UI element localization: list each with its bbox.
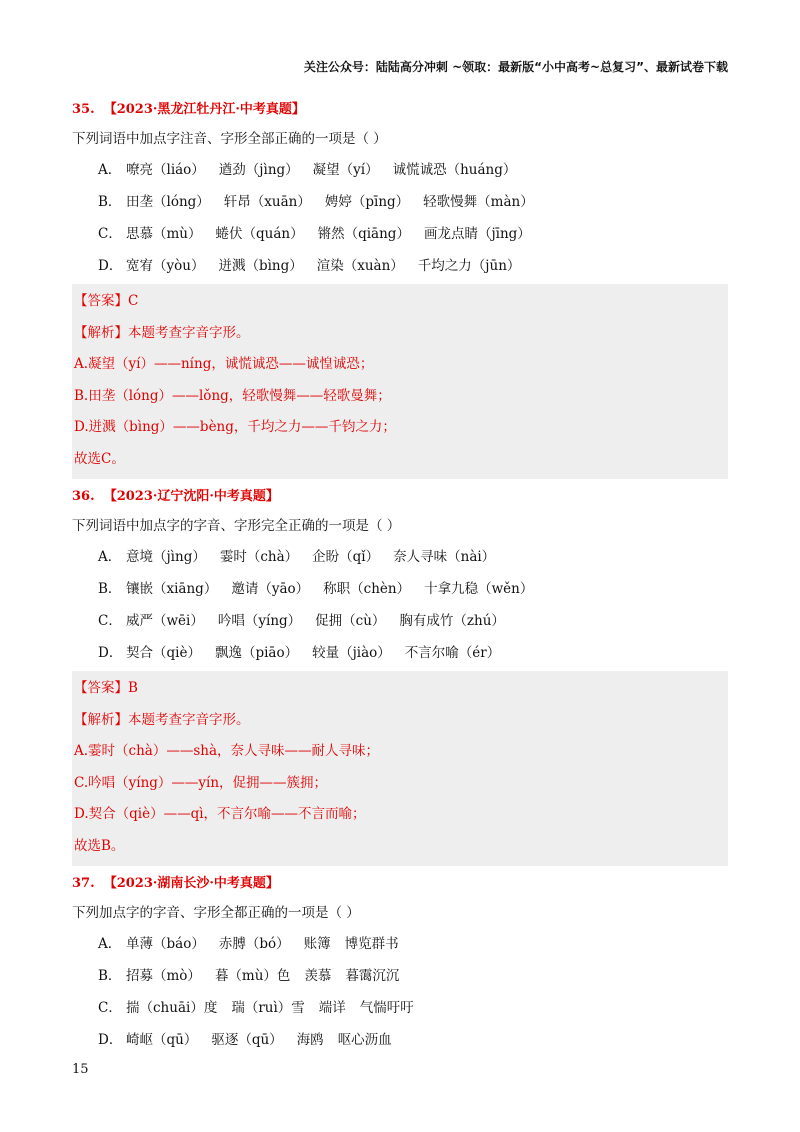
option-letter: A．: [98, 162, 122, 178]
option-item: 企盼（qǐ）: [312, 549, 380, 565]
analysis-conclusion: 故选B。: [74, 837, 125, 854]
option-item: 瑞（ruì）雪: [231, 1000, 305, 1016]
question-35: [72, 96, 728, 479]
option-item: 招募（mò）: [126, 968, 201, 984]
question-source: 【2023·黑龙江牡丹江·中考真题】: [103, 102, 305, 117]
question-36: [72, 483, 728, 866]
analysis-label: 【解析】本题考查字音字形。: [74, 711, 250, 728]
option-item: 渲染（xuàn）: [316, 258, 404, 274]
question-source: 【2023·辽宁沈阳·中考真题】: [103, 489, 279, 504]
analysis-line: C.吟唱（yíng）——yín，促拥——簇拥；: [74, 774, 328, 791]
option-item: 胸有成竹（zhú）: [399, 613, 505, 629]
option-item: 称职（chèn）: [323, 581, 411, 597]
option-item: 端详: [318, 1000, 346, 1016]
option-item: 十拿九稳（wěn）: [424, 581, 534, 597]
analysis-line: D.迸溅（bìng）——bèng，千均之力——千钧之力；: [74, 419, 396, 435]
option-item: 田垄（lóng）: [126, 194, 210, 210]
option-item: 意境（jìng）: [126, 549, 206, 565]
option-letter: C．: [98, 1000, 122, 1016]
option-item: 吟唱（yíng）: [217, 613, 302, 629]
answer-block: [72, 284, 728, 479]
option-item: 海鸥: [296, 1032, 324, 1048]
option-a: [72, 154, 728, 186]
option-item: 促拥（cù）: [315, 613, 386, 629]
answer-block: [72, 671, 728, 866]
answer-label: 【答案】C: [74, 293, 139, 309]
option-item: 宽宥（yòu）: [126, 258, 205, 274]
option-item: 羡慕: [304, 968, 332, 984]
option-letter: C．: [98, 613, 122, 629]
option-b: [72, 960, 728, 992]
option-item: 博览群书: [344, 936, 399, 952]
option-item: 思慕（mù）: [126, 226, 202, 242]
option-item: 迸溅（bìng）: [218, 258, 303, 274]
question-number: 35.: [72, 102, 95, 117]
option-item: 不言尔喻（ér）: [404, 645, 501, 661]
option-a: [72, 928, 728, 960]
option-item: 遒劲（jìng）: [218, 162, 299, 178]
analysis-line: B.田垄（lóng）——lǒng，轻歌慢舞——轻歌曼舞；: [74, 387, 391, 404]
option-c: [72, 218, 728, 250]
option-letter: A．: [98, 549, 122, 565]
option-item: 锵然（qiāng）: [317, 226, 410, 242]
analysis-line: A.凝望（yí）——níng，诚慌诚恐——诚惶诚恐；: [74, 356, 374, 372]
option-item: 蜷伏（quán）: [215, 226, 304, 242]
answer-label: 【答案】B: [74, 680, 138, 696]
option-letter: D．: [98, 258, 123, 274]
option-item: 诚慌诚恐（huáng）: [392, 162, 517, 178]
analysis-line: A.霎时（chà）——shà，奈人寻味——耐人寻味；: [74, 743, 380, 759]
option-letter: A．: [98, 936, 122, 952]
question-stem: 下列加点字的字音、字形全都正确的一项是（ ）: [72, 905, 360, 921]
option-item: 镶嵌（xiāng）: [126, 581, 218, 597]
option-item: 嘹亮（liáo）: [126, 162, 205, 178]
option-item: 气惴吁吁: [359, 1000, 414, 1016]
option-item: 契合（qiè）: [126, 645, 201, 661]
question-number: 36.: [72, 489, 95, 504]
option-item: 邀请（yāo）: [231, 581, 310, 597]
option-letter: D．: [98, 645, 123, 661]
page-content: [72, 96, 728, 1056]
option-d: [72, 1024, 728, 1056]
option-item: 轩昂（xuān）: [223, 194, 311, 210]
question-number: 37.: [72, 876, 95, 891]
option-item: 较量（jiào）: [312, 645, 391, 661]
option-b: [72, 573, 728, 605]
option-a: [72, 541, 728, 573]
option-letter: D．: [98, 1032, 123, 1048]
option-item: 凝望（yí）: [312, 162, 379, 178]
option-item: 呕心沥血: [337, 1032, 392, 1048]
option-c: [72, 605, 728, 637]
page-header: 关注公众号：陆陆高分冲刺 ~领取：最新版“小中高考~总复习”、最新试卷下载: [303, 60, 728, 74]
option-item: 赤膊（bó）: [218, 936, 290, 952]
option-item: 轻歌慢舞（màn）: [423, 194, 534, 210]
option-item: 暮霭沉沉: [345, 968, 400, 984]
analysis-label: 【解析】本题考查字音字形。: [74, 324, 250, 341]
option-item: 揣（chuāi）度: [126, 1000, 218, 1016]
option-letter: C．: [98, 226, 122, 242]
option-item: 威严（wēi）: [126, 613, 204, 629]
question-stem: 下列词语中加点字注音、字形全部正确的一项是（ ）: [72, 131, 387, 147]
option-item: 崎岖（qū）: [126, 1032, 198, 1048]
option-letter: B．: [98, 194, 122, 210]
page-number: 15: [72, 1062, 89, 1077]
question-title: [72, 483, 728, 511]
question-37: [72, 870, 728, 1056]
option-letter: B．: [98, 581, 122, 597]
question-stem: 下列词语中加点字的字音、字形完全正确的一项是（ ）: [72, 518, 401, 534]
question-source: 【2023·湖南长沙·中考真题】: [103, 876, 279, 891]
option-item: 飘逸（piāo）: [214, 645, 299, 661]
option-b: [72, 186, 728, 218]
question-title: [72, 96, 728, 124]
option-item: 单薄（báo）: [126, 936, 205, 952]
option-c: [72, 992, 728, 1024]
option-item: 霎时（chà）: [219, 549, 299, 565]
option-d: [72, 250, 728, 282]
option-item: 驱逐（qū）: [211, 1032, 283, 1048]
question-title: [72, 870, 728, 898]
option-item: 娉婷（pīng）: [324, 194, 410, 210]
option-item: 千均之力（jūn）: [417, 258, 521, 274]
option-item: 暮（mù）色: [214, 968, 291, 984]
option-letter: B．: [98, 968, 122, 984]
option-item: 奈人寻味（nài）: [393, 549, 496, 565]
analysis-line: D.契合（qiè）——qì，不言尔喻——不言而喻；: [74, 806, 366, 822]
option-d: [72, 637, 728, 669]
analysis-conclusion: 故选C。: [74, 450, 125, 467]
option-item: 账簿: [303, 936, 331, 952]
option-item: 画龙点睛（jīng）: [423, 226, 531, 242]
